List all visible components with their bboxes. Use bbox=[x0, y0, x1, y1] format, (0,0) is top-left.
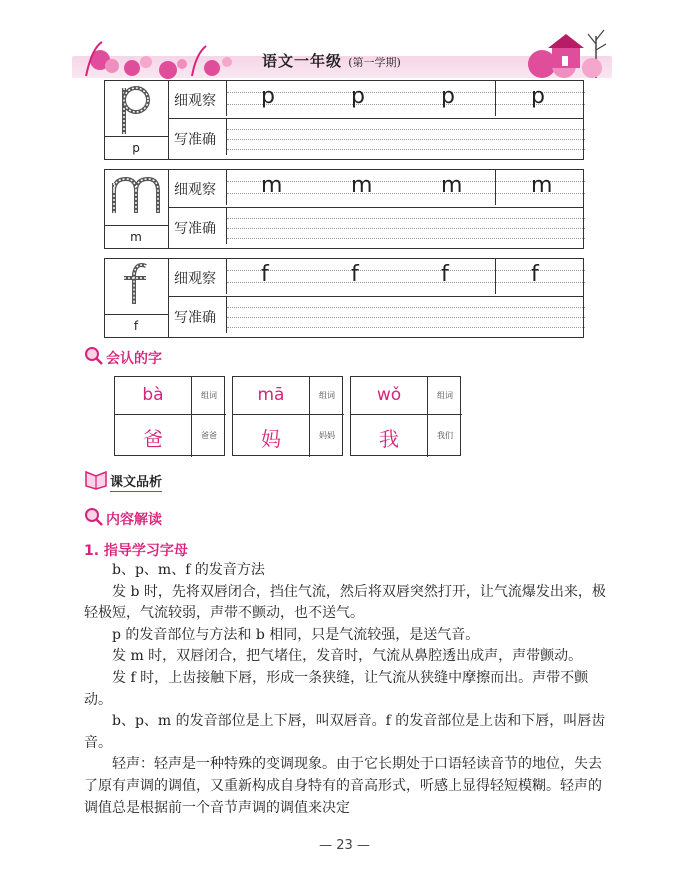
house-decoration-icon bbox=[512, 16, 617, 82]
writing-lines[interactable] bbox=[226, 208, 584, 244]
page-header bbox=[72, 38, 612, 80]
word-card bbox=[114, 376, 225, 456]
book-icon bbox=[84, 468, 108, 490]
letter-p-stroke-guide bbox=[104, 80, 168, 136]
card-zu-label: 组词 bbox=[201, 391, 217, 400]
sample-letter: p bbox=[441, 84, 455, 109]
letter-small: f bbox=[104, 314, 168, 338]
section-recognize-title: 会认的字 bbox=[106, 351, 162, 367]
label-write: 写准确 bbox=[174, 310, 216, 326]
card-example: 爸爸 bbox=[201, 431, 217, 440]
observe-lines bbox=[226, 80, 584, 116]
letter-grid-p bbox=[104, 80, 584, 160]
card-pinyin: wǒ bbox=[376, 385, 402, 405]
observe-lines bbox=[226, 169, 584, 205]
sample-letter: f bbox=[351, 262, 359, 287]
paragraph: b、p、m 的发音部位是上下唇，叫双唇音。f 的发音部位是上齿和下唇，叫唇齿音。 bbox=[84, 713, 606, 751]
label-observe: 细观察 bbox=[174, 182, 216, 198]
content-heading: 1. 指导学习字母 bbox=[84, 543, 188, 559]
section-analysis-title: 课文品析 bbox=[110, 471, 162, 492]
card-pinyin: mā bbox=[257, 385, 285, 405]
sample-letter: f bbox=[261, 262, 269, 287]
magnifier-icon bbox=[84, 346, 104, 366]
sample-letter: m bbox=[261, 173, 283, 198]
label-observe: 细观察 bbox=[174, 93, 216, 109]
sample-letter: m bbox=[531, 173, 553, 198]
observe-lines bbox=[226, 258, 584, 294]
letter-small: p bbox=[104, 136, 168, 160]
section-content-title: 内容解读 bbox=[106, 512, 162, 528]
flower-decoration-icon bbox=[72, 38, 242, 80]
sample-letter: p bbox=[261, 84, 275, 109]
sample-letter: f bbox=[531, 262, 539, 287]
book-title-main: 语文一年级 bbox=[262, 52, 343, 70]
paragraph: 发 m 时，双唇闭合，把气堵住，发音时，气流从鼻腔透出成声，声带颤动。 bbox=[112, 648, 583, 665]
letter-grid-m bbox=[104, 169, 584, 249]
card-zu-label: 组词 bbox=[437, 391, 453, 400]
card-example: 妈妈 bbox=[319, 431, 335, 440]
word-card bbox=[232, 376, 343, 456]
content-body bbox=[84, 560, 608, 819]
card-example: 我们 bbox=[437, 431, 453, 440]
writing-lines[interactable] bbox=[226, 119, 584, 155]
paragraph: 发 f 时，上齿接触下唇，形成一条狭缝，让气流从狭缝中摩擦而出。声带不颤动。 bbox=[84, 669, 589, 708]
sample-letter: p bbox=[351, 84, 365, 109]
book-title-sub: (第一学期) bbox=[348, 56, 401, 69]
paragraph: 发 b 时，先将双唇闭合，挡住气流，然后将双唇突然打开，让气流爆发出来，极轻极短，气流较弱，声带不颤动，也不送气。 bbox=[84, 583, 606, 622]
card-hanzi: 我 bbox=[379, 427, 399, 451]
paragraph: 轻声：轻声是一种特殊的变调现象。由于它长期处于口语轻读音节的地位，失去了原有声调的调值，又重新构成自身特有的音高形式，听感上显得轻短模糊。轻声的调值总是根据前一个音节声调的调值来决定 bbox=[84, 756, 602, 816]
card-pinyin: bà bbox=[142, 385, 164, 405]
card-zu-label: 组词 bbox=[319, 391, 335, 400]
sample-letter: f bbox=[441, 262, 449, 287]
card-hanzi: 妈 bbox=[261, 427, 281, 451]
sample-letter: m bbox=[351, 173, 373, 198]
writing-lines[interactable] bbox=[226, 297, 584, 333]
word-card bbox=[350, 376, 461, 456]
sample-letter: m bbox=[441, 173, 463, 198]
sample-letter: p bbox=[531, 84, 545, 109]
letter-small: m bbox=[104, 225, 168, 249]
label-write: 写准确 bbox=[174, 132, 216, 148]
label-write: 写准确 bbox=[174, 221, 216, 237]
label-observe: 细观察 bbox=[174, 271, 216, 287]
magnifier-icon bbox=[84, 507, 104, 527]
card-hanzi: 爸 bbox=[143, 427, 163, 451]
letter-f-stroke-guide bbox=[104, 258, 168, 314]
book-title bbox=[262, 50, 401, 71]
letter-grid-f bbox=[104, 258, 584, 338]
letter-m-stroke-guide bbox=[104, 169, 168, 225]
paragraph: p 的发音部位与方法和 b 相同，只是气流较强，是送气音。 bbox=[112, 626, 480, 643]
paragraph: b、p、m、f 的发音方法 bbox=[112, 562, 265, 578]
page-number: — 23 — bbox=[319, 838, 370, 853]
